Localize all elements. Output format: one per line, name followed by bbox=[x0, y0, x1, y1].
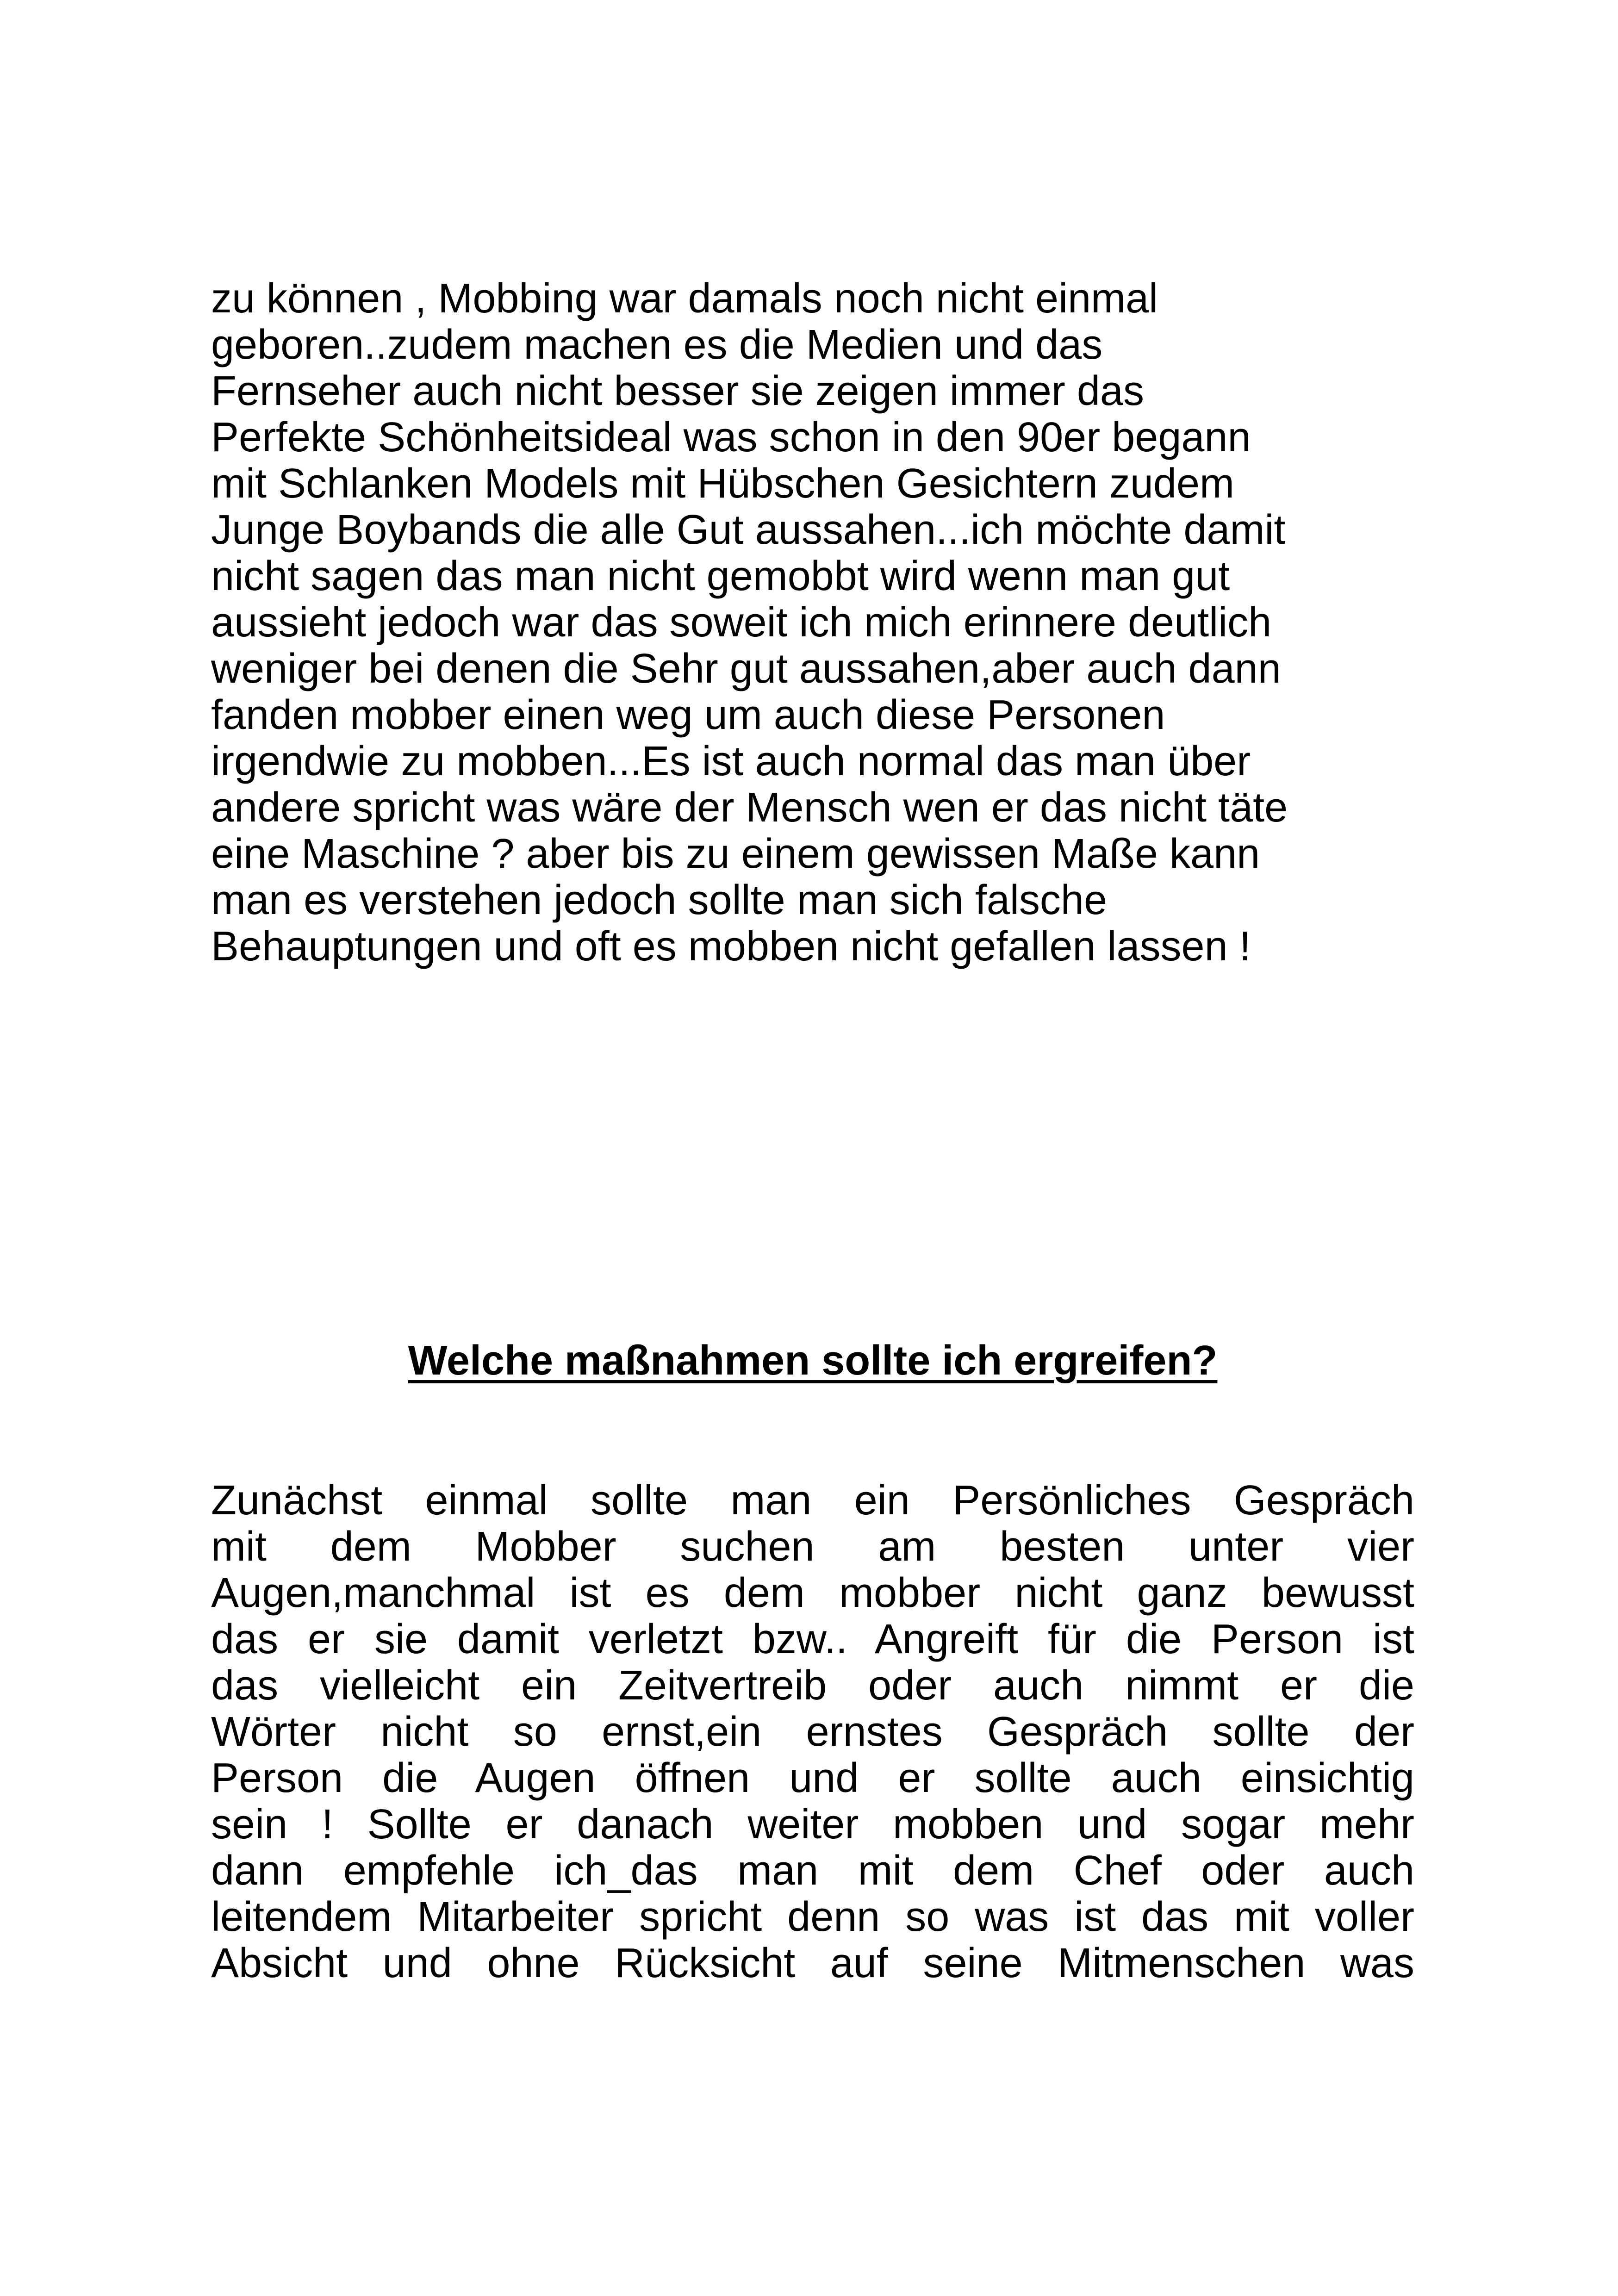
text-line: Perfekte Schönheitsideal was schon in den 90er begann bbox=[211, 414, 1251, 460]
text-line: weniger bei denen die Sehr gut aussahen,aber auch dann bbox=[211, 646, 1281, 692]
text-line: zu können , Mobbing war damals noch nicht einmal bbox=[211, 275, 1158, 322]
text-line: Fernseher auch nicht besser sie zeigen immer das bbox=[211, 368, 1144, 414]
text-line: leitendem Mitarbeiter spricht denn so was ist das mit voller bbox=[211, 1894, 1414, 1940]
text-line: sein ! Sollte er danach weiter mobben und sogar mehr bbox=[211, 1801, 1414, 1848]
paragraph-measures bbox=[211, 1477, 1414, 1986]
text-line: das vielleicht ein Zeitvertreib oder auch nimmt er die bbox=[211, 1662, 1414, 1709]
text-line: das er sie damit verletzt bzw.. Angreift für die Person ist bbox=[211, 1616, 1414, 1662]
text-line: mit dem Mobber suchen am besten unter vier bbox=[211, 1524, 1414, 1570]
text-line: Zunächst einmal sollte man ein Persönliches Gespräch bbox=[211, 1477, 1414, 1524]
text-line: man es verstehen jedoch sollte man sich falsche bbox=[211, 877, 1108, 923]
text-line: Junge Boybands die alle Gut aussahen...ich möchte damit bbox=[211, 507, 1286, 553]
text-line: geboren..zudem machen es die Medien und das bbox=[211, 322, 1103, 368]
text-line: andere spricht was wäre der Mensch wen er das nicht täte bbox=[211, 784, 1288, 831]
section-heading: Welche maßnahmen sollte ich ergreifen? bbox=[408, 1338, 1218, 1384]
text-line: Person die Augen öffnen und er sollte auch einsichtig bbox=[211, 1755, 1414, 1801]
text-line: fanden mobber einen weg um auch diese Personen bbox=[211, 692, 1165, 738]
text-line: eine Maschine ? aber bis zu einem gewissen Maße kann bbox=[211, 831, 1260, 877]
text-line: nicht sagen das man nicht gemobbt wird wenn man gut bbox=[211, 553, 1230, 599]
text-line: dann empfehle ich_das man mit dem Chef oder auch bbox=[211, 1848, 1414, 1894]
text-line: Absicht und ohne Rücksicht auf seine Mitmenschen was bbox=[211, 1940, 1414, 1986]
text-line: irgendwie zu mobben...Es ist auch normal das man über bbox=[211, 738, 1251, 784]
paragraph-intro bbox=[211, 275, 1414, 970]
text-line: Behauptungen und oft es mobben nicht gefallen lassen ! bbox=[211, 923, 1251, 970]
text-line: mit Schlanken Models mit Hübschen Gesichtern zudem bbox=[211, 460, 1234, 507]
text-line: Augen,manchmal ist es dem mobber nicht ganz bewusst bbox=[211, 1570, 1414, 1616]
text-line: aussieht jedoch war das soweit ich mich erinnere deutlich bbox=[211, 599, 1272, 646]
text-line: Wörter nicht so ernst,ein ernstes Gespräch sollte der bbox=[211, 1709, 1414, 1755]
